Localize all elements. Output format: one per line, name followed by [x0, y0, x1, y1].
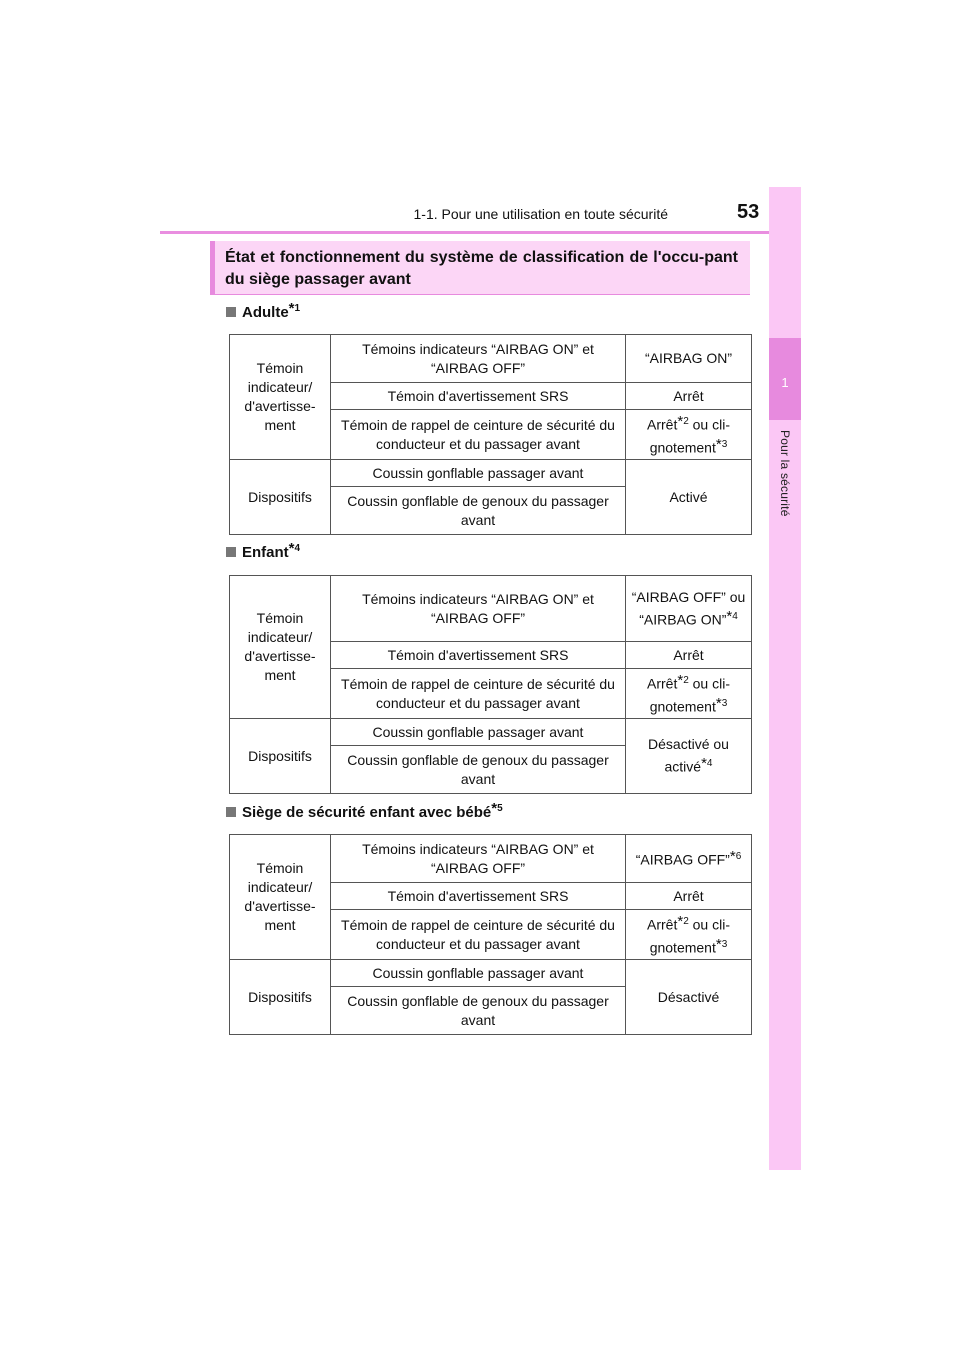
item-cell: Coussin gonflable passager avant — [331, 460, 626, 487]
table-baby-seat — [229, 834, 752, 1035]
value-cell: Arrêt — [626, 642, 752, 669]
value-text: Désactivé — [657, 988, 720, 1005]
item-cell: Coussin gonflable de genoux du passager avant — [331, 487, 626, 535]
value-text: “AIRBAG OFF” — [635, 851, 730, 868]
item-cell: Coussin gonflable de genoux du passager avant — [331, 746, 626, 794]
indicator-label-cell: Témoin indicateur/ d'avertisse- ment — [230, 835, 331, 960]
item-cell: Témoins indicateurs “AIRBAG ON” et “AIRBAG OFF” — [331, 335, 626, 383]
footnote-ref: 3 — [721, 938, 728, 950]
sub-heading-adult — [226, 300, 300, 321]
header-rule — [160, 231, 800, 234]
sub-heading-text: Siège de sécurité enfant avec bébé — [242, 804, 492, 821]
asterisk-icon: * — [288, 540, 295, 557]
item-cell: Témoin de rappel de ceinture de sécurité du conducteur et du passager avant — [331, 410, 626, 460]
value-text: Arrêt — [647, 416, 678, 433]
sub-heading-text: Enfant — [242, 544, 289, 561]
value-text: “AIRBAG OFF” ou “AIRBAG ON” — [631, 588, 746, 628]
footnote-ref: 4 — [706, 758, 713, 770]
value-cell — [626, 669, 752, 719]
value-text: “AIRBAG ON” — [644, 350, 733, 366]
footnote-ref: 3 — [721, 697, 728, 709]
square-bullet-icon — [226, 807, 236, 817]
footnote-ref: 6 — [735, 851, 742, 863]
item-cell: Coussin gonflable de genoux du passager avant — [331, 987, 626, 1035]
sub-heading-text: Adulte — [242, 304, 289, 321]
value-text: Activé — [669, 488, 708, 505]
asterisk-icon: * — [677, 672, 684, 689]
table-adult — [229, 334, 752, 535]
footnote-ref: 5 — [497, 803, 503, 814]
footnote-ref: 2 — [683, 416, 689, 427]
section-title-box — [210, 241, 750, 295]
value-cell — [626, 910, 752, 960]
asterisk-icon: * — [729, 848, 736, 866]
asterisk-icon: * — [715, 435, 722, 453]
table-row — [230, 576, 752, 642]
device-value-cell — [626, 719, 752, 794]
item-cell: Témoins indicateurs “AIRBAG ON” et “AIRBAG OFF” — [331, 576, 626, 642]
devices-label-cell: Dispositifs — [230, 460, 331, 535]
asterisk-icon: * — [288, 300, 295, 317]
square-bullet-icon — [226, 307, 236, 317]
value-cell — [626, 576, 752, 642]
item-cell: Coussin gonflable passager avant — [331, 960, 626, 987]
asterisk-icon: * — [491, 800, 498, 817]
footnote-ref: 4 — [732, 610, 738, 622]
item-cell: Témoins indicateurs “AIRBAG ON” et “AIRBAG OFF” — [331, 835, 626, 883]
table-row — [230, 960, 752, 987]
asterisk-icon: * — [726, 607, 733, 625]
item-cell: Témoin de rappel de ceinture de sécurité du conducteur et du passager avant — [331, 669, 626, 719]
value-cell — [626, 410, 752, 460]
value-cell — [626, 835, 752, 883]
value-text: Arrêt — [647, 916, 678, 933]
asterisk-icon: * — [677, 413, 684, 430]
indicator-label-cell: Témoin indicateur/ d'avertisse- ment — [230, 576, 331, 719]
footnote-ref: 2 — [683, 916, 689, 927]
item-cell: Témoin de rappel de ceinture de sécurité du conducteur et du passager avant — [331, 910, 626, 960]
value-text: ou cli- gnotement — [649, 416, 730, 456]
value-text: Désactivé ou activé — [648, 736, 729, 776]
sub-heading-baby-seat — [226, 800, 503, 821]
side-tab-label: Pour la sécurité — [778, 430, 792, 517]
value-text: ou cli- gnotement — [649, 675, 730, 715]
asterisk-icon: * — [701, 755, 707, 773]
device-value-cell — [626, 960, 752, 1035]
devices-label-cell: Dispositifs — [230, 960, 331, 1035]
value-text: Arrêt — [647, 675, 678, 692]
value-cell: Arrêt — [626, 883, 752, 910]
item-cell: Témoin d'avertissement SRS — [331, 883, 626, 910]
asterisk-icon: * — [715, 935, 722, 953]
sub-heading-child — [226, 540, 300, 561]
side-tab-number: 1 — [781, 375, 789, 390]
item-cell: Coussin gonflable passager avant — [331, 719, 626, 746]
page-number: 53 — [737, 201, 760, 223]
devices-label-cell: Dispositifs — [230, 719, 331, 794]
value-cell: Arrêt — [626, 383, 752, 410]
footnote-ref: 2 — [683, 675, 689, 686]
asterisk-icon: * — [677, 913, 684, 930]
value-text: ou cli- gnotement — [649, 916, 730, 956]
indicator-label-cell: Témoin indicateur/ d'avertisse- ment — [230, 335, 331, 460]
header-title: 1-1. Pour une utilisation en toute sécurité — [413, 206, 668, 222]
table-row — [230, 335, 752, 383]
asterisk-icon: * — [715, 694, 722, 712]
table-row — [230, 719, 752, 746]
item-cell: Témoin d'avertissement SRS — [331, 383, 626, 410]
footnote-ref: 3 — [721, 438, 728, 450]
side-tab-strip — [769, 187, 801, 1170]
footnote-ref: 1 — [294, 303, 301, 314]
value-cell — [626, 335, 752, 383]
table-row — [230, 835, 752, 883]
table-row — [230, 460, 752, 487]
square-bullet-icon — [226, 547, 236, 557]
table-child — [229, 575, 752, 794]
footnote-ref: 4 — [294, 543, 301, 554]
device-value-cell — [626, 460, 752, 535]
item-cell: Témoin d'avertissement SRS — [331, 642, 626, 669]
section-title: État et fonctionnement du système de classification de l'occu-pant du siège passager avant — [225, 249, 738, 288]
